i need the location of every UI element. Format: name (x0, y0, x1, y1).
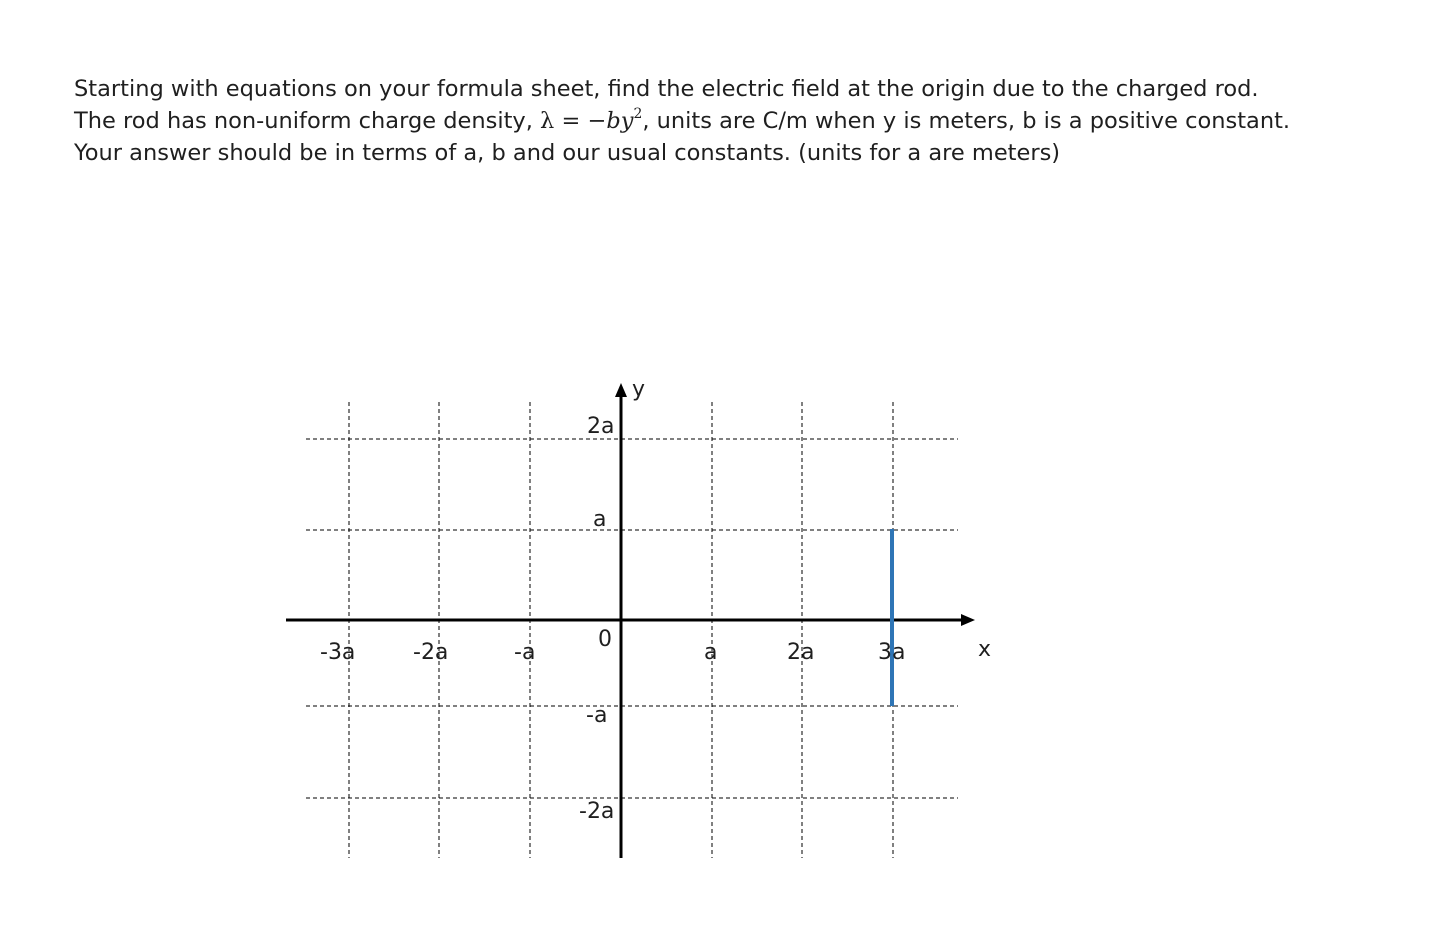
line-2-intro: The rod has non-uniform charge density, (74, 108, 541, 134)
x-tick-label: -2a (413, 640, 449, 665)
y-variable: y (620, 108, 634, 134)
y-tick-label: -2a (579, 799, 615, 824)
x-tick-label: a (704, 640, 718, 665)
x-tick-label: 3a (878, 640, 906, 665)
x-tick-label: 2a (787, 640, 815, 665)
problem-line-1: Starting with equations on your formula sheet, find the electric field at the origin due to the charged rod. (74, 76, 1259, 102)
y-tick-label: 2a (587, 414, 615, 439)
x-tick-label: -3a (320, 640, 356, 665)
exponent: 2 (633, 106, 643, 123)
b-variable: b (606, 108, 621, 134)
y-tick-label: -a (586, 703, 608, 728)
x-axis-arrowhead (961, 614, 975, 626)
x-tick-label: -a (514, 640, 536, 665)
lambda-symbol: λ (540, 108, 555, 134)
y-axis-arrowhead (615, 383, 627, 397)
x-axis-label: x (978, 637, 992, 662)
grid-lines (306, 402, 958, 858)
line-2-rest: , units are C/m when y is meters, b is a positive constant. (642, 108, 1291, 134)
problem-line-3: Your answer should be in terms of a, b and our usual constants. (units for a are meters) (74, 140, 1061, 166)
origin-label: 0 (598, 627, 612, 652)
equals-minus: = − (554, 108, 607, 134)
y-axis-label: y (632, 377, 646, 402)
y-tick-label: a (593, 507, 607, 532)
